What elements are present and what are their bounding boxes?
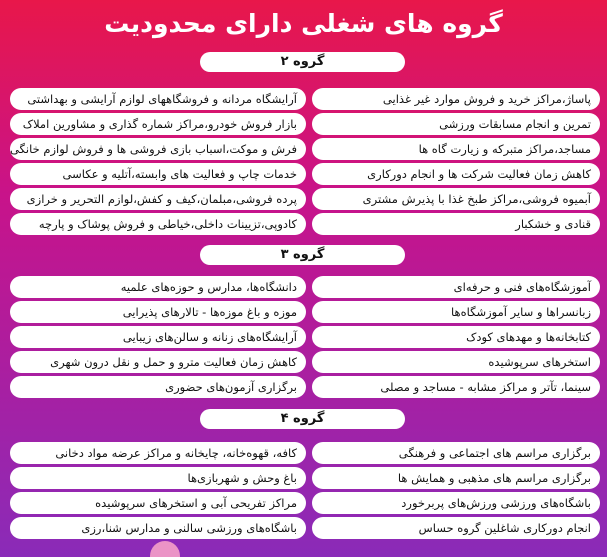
list-item: موزه و باغ موزه‌ها - تالارهای پذیرایی: [10, 301, 306, 323]
list-item: برگزاری مراسم های اجتماعی و فرهنگی: [312, 442, 600, 464]
list-item: زبانسراها و سایر آموزشگاه‌ها: [312, 301, 600, 323]
list-item: برگزاری مراسم های مذهبی و همایش ها: [312, 467, 600, 489]
list-item: آرایشگاه مردانه و فروشگاههای لوازم آرایشی و بهداشتی: [10, 88, 306, 110]
list-item: کاهش زمان فعالیت مترو و حمل و نقل درون شهری: [10, 351, 306, 373]
list-item: پرده فروشی،مبلمان،کیف و کفش،لوازم التحریر و خرازی: [10, 188, 306, 210]
group-3-label: گروه ۳: [200, 245, 405, 265]
group-4-label: گروه ۴: [200, 409, 405, 429]
list-item: باشگاه‌های ورزشی سالنی و مدارس شنا،رزی: [10, 517, 306, 539]
list-item: کتابخانه‌ها و مهدهای کودک: [312, 326, 600, 348]
list-item: باغ وحش و شهربازی‌ها: [10, 467, 306, 489]
list-item: آبمیوه فروشی،مراکز طبخ غذا با پذیرش مشتری: [312, 188, 600, 210]
list-item: فرش و موکت،اسباب بازی فروشی ها و فروش لوازم خانگی: [10, 138, 306, 160]
list-item: پاساژ،مراکز خرید و فروش موارد غیر غذایی: [312, 88, 600, 110]
list-item: خدمات چاپ و فعالیت های وابسته،آتلیه و عکاسی: [10, 163, 306, 185]
list-item: استخرهای سرپوشیده: [312, 351, 600, 373]
list-item: آموزشگاه‌های فنی و حرفه‌ای: [312, 276, 600, 298]
list-item: قنادی و خشکبار: [312, 213, 600, 235]
list-item: تمرین و انجام مسابقات ورزشی: [312, 113, 600, 135]
list-item: انجام دورکاری شاغلین گروه حساس: [312, 517, 600, 539]
page-title: گروه های شغلی دارای محدودیت: [104, 9, 503, 38]
list-item: کافه، قهوه‌خانه، چایخانه و مراکز عرضه مواد دخانی: [10, 442, 306, 464]
list-item: کادوپی،تزیینات داخلی،خیاطی و فروش پوشاک و پارچه: [10, 213, 306, 235]
list-item: کاهش زمان فعالیت شرکت ها و انجام دورکاری: [312, 163, 600, 185]
list-item: باشگاه‌های ورزشی ورزش‌های پربرخورد: [312, 492, 600, 514]
group-2-label: گروه ۲: [200, 52, 405, 72]
list-item: سینما، تآتر و مراکز مشابه - مساجد و مصلی: [312, 376, 600, 398]
list-item: مساجد،مراکز متبرکه و زیارت گاه ها: [312, 138, 600, 160]
decorative-circle: [150, 541, 180, 557]
list-item: بازار فروش خودرو،مراکز شماره گذاری و مشاورین املاک: [10, 113, 306, 135]
list-item: مراکز تفریحی آبی و استخرهای سرپوشیده: [10, 492, 306, 514]
list-item: آرایشگاه‌های زنانه و سالن‌های زیبایی: [10, 326, 306, 348]
list-item: برگزاری آزمون‌های حضوری: [10, 376, 306, 398]
list-item: دانشگاه‌ها، مدارس و حوزه‌های علمیه: [10, 276, 306, 298]
